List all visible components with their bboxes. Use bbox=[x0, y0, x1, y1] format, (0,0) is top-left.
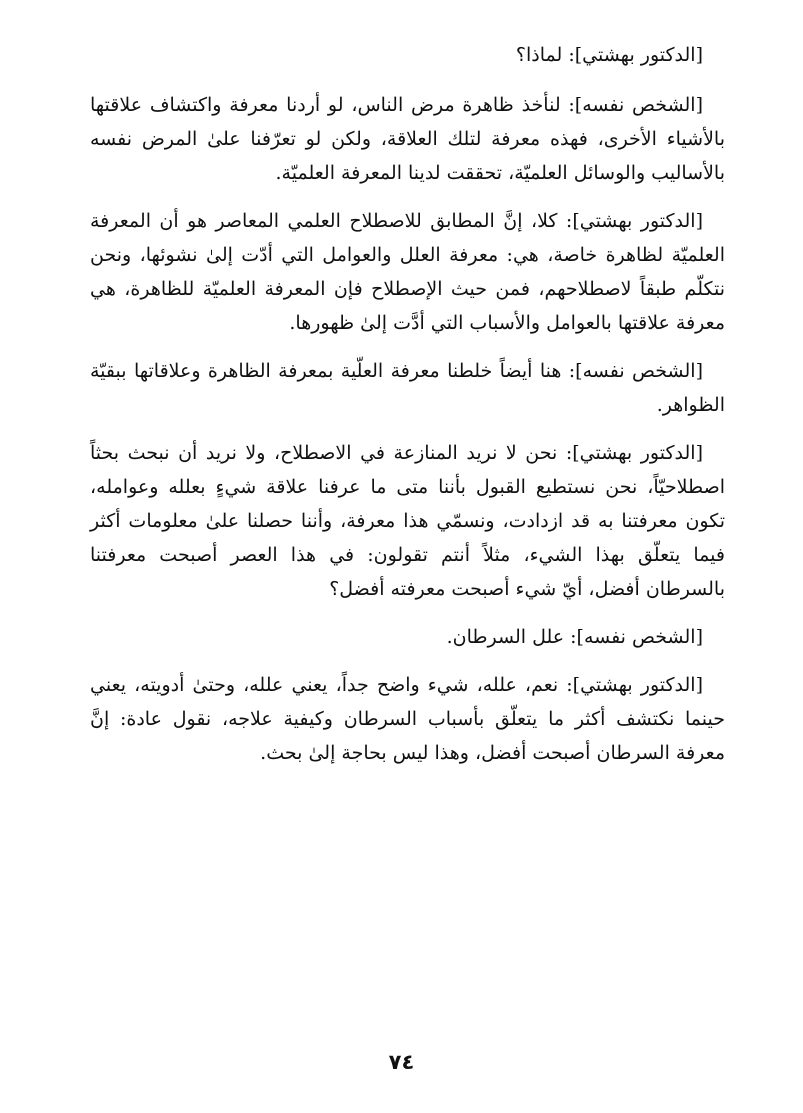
paragraph-2: [الشخص نفسه]: لنأخذ ظاهرة مرض الناس، لو أردنا معرفة واكتشاف علاقتها بالأشياء الأخرى، فهذه معرفة لتلك العلاقة، ولكن لو تعرّفنا علىٰ المرض نفسه بالأساليب والوسائل العلميّة، تحققت لدينا المعرفة العلميّة. bbox=[90, 94, 725, 184]
paragraph-6: [الشخص نفسه]: علل السرطان. bbox=[446, 626, 703, 648]
page-number: ٧٤ bbox=[388, 1050, 415, 1074]
paragraph-7: [الدكتور بهشتي]: نعم، علله، شيء واضح جداً، يعني علله، وحتىٰ أدويته، يعني حينما نكتشف أكثر ما يتعلّق بأسباب السرطان وكيفية علاجه، نقول عادة: إنَّ معرفة السرطان أصبحت أفضل، وهذا ليس بحاجة إلىٰ بحث. bbox=[90, 674, 725, 764]
paragraph-1: [الدكتور بهشتي]: لماذا؟ bbox=[515, 44, 703, 66]
page-body bbox=[90, 38, 725, 784]
paragraph-4: [الشخص نفسه]: هنا أيضاً خلطنا معرفة العلّية بمعرفة الظاهرة وعلاقاتها ببقيّة الظواهر. bbox=[90, 360, 725, 416]
paragraph-5: [الدكتور بهشتي]: نحن لا نريد المنازعة في الاصطلاح، ولا نريد أن نبحث بحثاً اصطلاحيّاً، نحن نستطيع القبول بأننا متى ما عرفنا علاقة شيءٍ بعلله وعوامله، تكون معرفتنا به قد ازدادت، ونسمّي هذا معرفة، وأننا حصلنا علىٰ معلومات أكثر فيما يتعلّق بهذا الشيء، مثلاً أنتم تقولون: في هذا العصر أصبحت معرفتنا بالسرطان أفضل، أيّ شيء أصبحت معرفته أفضل؟ bbox=[90, 442, 725, 600]
paragraph-3: [الدكتور بهشتي]: كلا، إنَّ المطابق للاصطلاح العلمي المعاصر هو أن المعرفة العلميّة لظاهرة خاصة، هي: معرفة العلل والعوامل التي أدّت إلىٰ نشوئها، ونحن نتكلّم طبقاً لاصطلاحهم، فمن حيث الإصطلاح فإن المعرفة العلميّة للظاهرة، هي معرفة علاقتها بالعوامل والأسباب التي أدَّت إلىٰ ظهورها. bbox=[90, 210, 725, 334]
